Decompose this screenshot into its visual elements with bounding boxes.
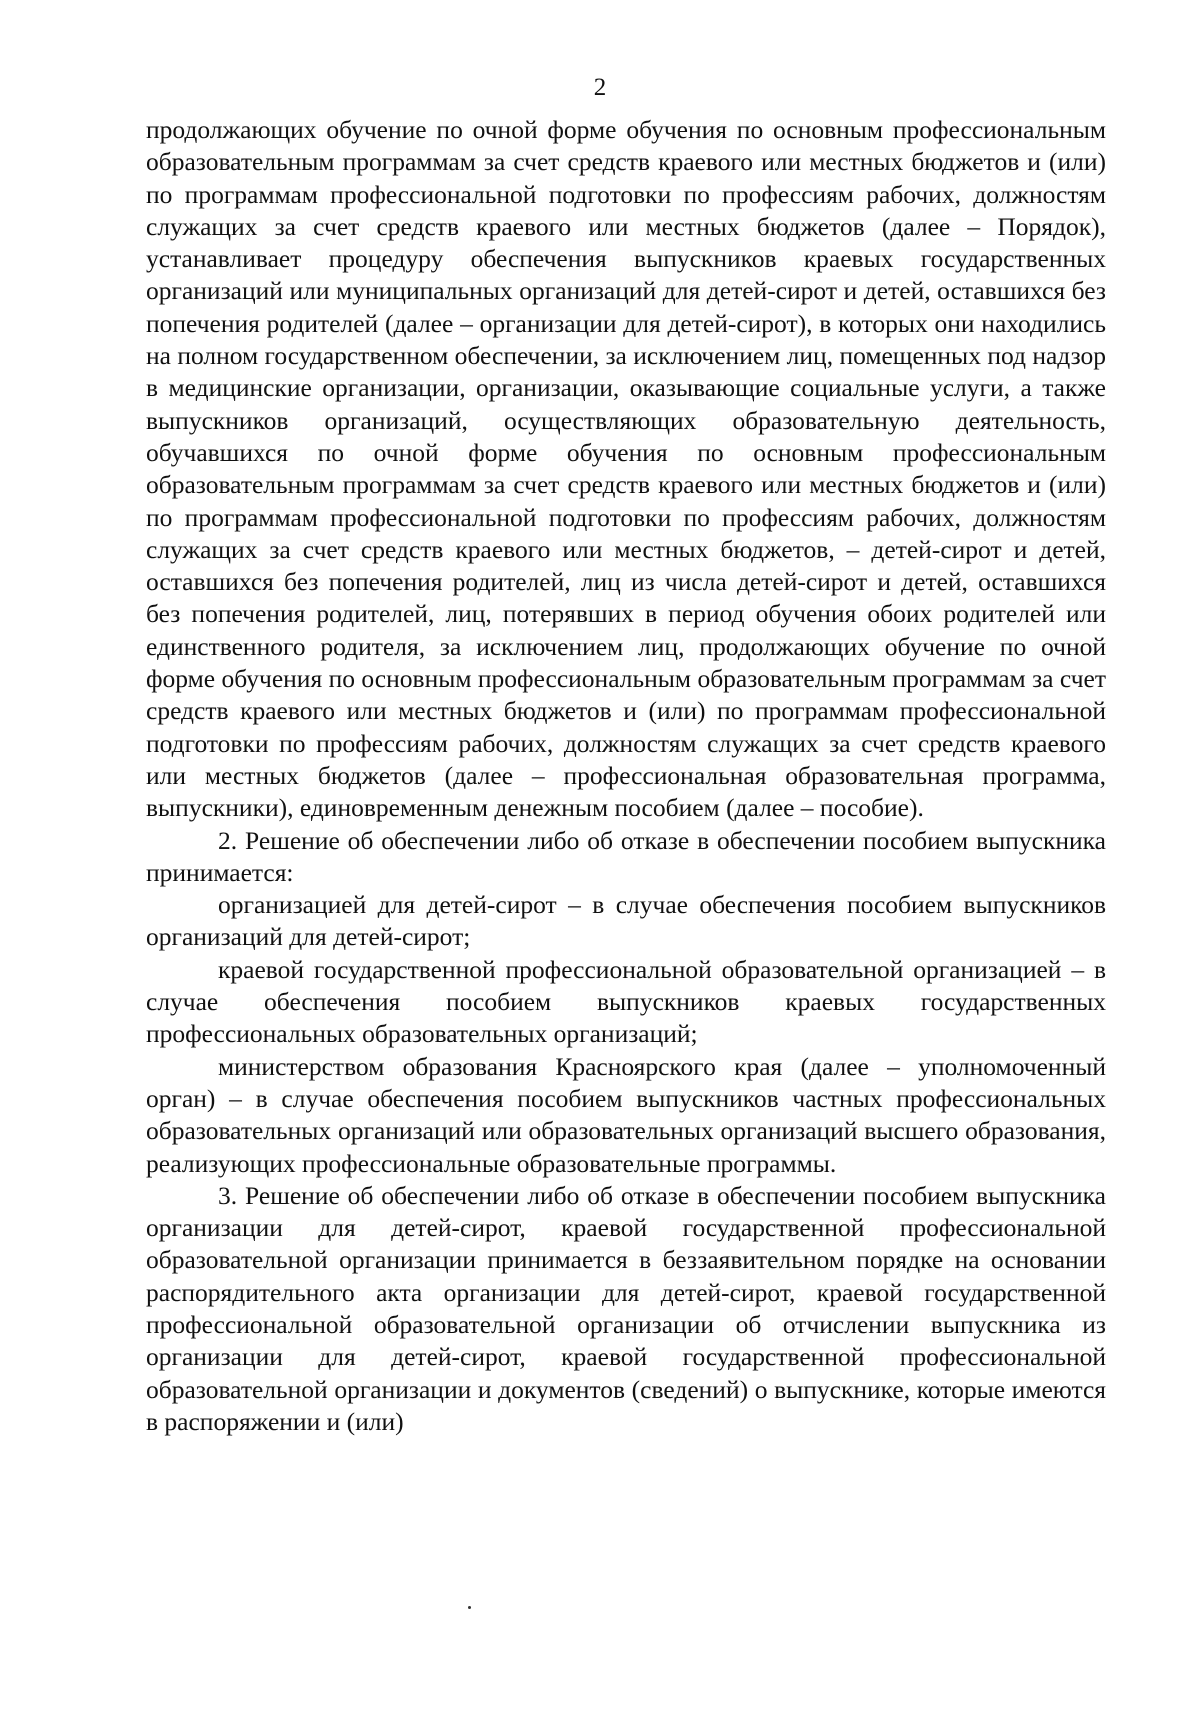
paragraph-3: 3. Решение об обеспечении либо об отказе в обеспечении пособием выпускника организации для детей-сирот, краевой государственной профессиональной образовательной организации принимается в беззаявительном порядке на основании распорядительного акта организации для детей-сирот, краевой государственной профессиональной образовательной организации об отчислении выпускника из организации для детей-сирот, краевой государственной профессиональной образовательной организации и документов (сведений) о выпускнике, которые имеются в распоряжении и (или) [146,1180,1106,1436]
page-number: 2 [593,74,607,101]
paragraph-2-item-orphanage: организацией для детей-сирот – в случае обеспечения пособием выпускников организаций для детей-сирот; [146,890,1106,952]
paragraph-2-item-ministry: министерством образования Красноярского края (далее – уполномоченный орган) – в случае обеспечения пособием выпускников частных профессиональных образовательных организаций или образовательных организаций высшего образования, реализующих профессиональные образовательные программы. [146,1051,1106,1178]
paragraph-2: 2. Решение об обеспечении либо об отказе в обеспечении пособием выпускника принимается: [146,825,1106,887]
paragraph-continuation: продолжающих обучение по очной форме обучения по основным профессиональным образовательным программам за счет средств краевого или местных бюджетов и (или) по программам профессиональной подготовки по профессиям рабочих, должностям служащих за счет средств краевого или местных бюджетов (далее – Порядок), устанавливает процедуру обеспечения выпускников краевых государственных организаций или муниципальных организаций для детей-сирот и детей, оставшихся без попечения родителей (далее – организации для детей-сирот), в которых они находились на полном государственном обеспечении, за исключением лиц, помещенных под надзор в медицинские организации, организации, оказывающие социальные услуги, а также выпускников организаций, осуществляющих образовательную деятельность, обучавшихся по очной форме обучения по основным профессиональным образовательным программам за счет средств краевого или местных бюджетов и (или) по программам профессиональной подготовки по профессиям рабочих, должностям служащих за счет средств краевого или местных бюджетов, – детей-сирот и детей, оставшихся без попечения родителей, лиц из числа детей-сирот и детей, оставшихся без попечения родителей, лиц, потерявших в период обучения обоих родителей или единственного родителя, за исключением лиц, продолжающих обучение по очной форме обучения по основным профессиональным образовательным программам за счет средств краевого или местных бюджетов и (или) по программам профессиональной подготовки по профессиям рабочих, должностям служащих за счет средств краевого или местных бюджетов (далее – профессиональная образовательная программа, выпускники), единовременным денежным пособием (далее – пособие). [146,115,1106,823]
paragraph-2-item-regional-college: краевой государственной профессиональной образовательной организацией – в случае обеспечения пособием выпускников краевых государственных профессиональных образовательных организаций; [146,954,1106,1049]
document-body [146,114,1106,1438]
scan-speck [468,1606,471,1609]
